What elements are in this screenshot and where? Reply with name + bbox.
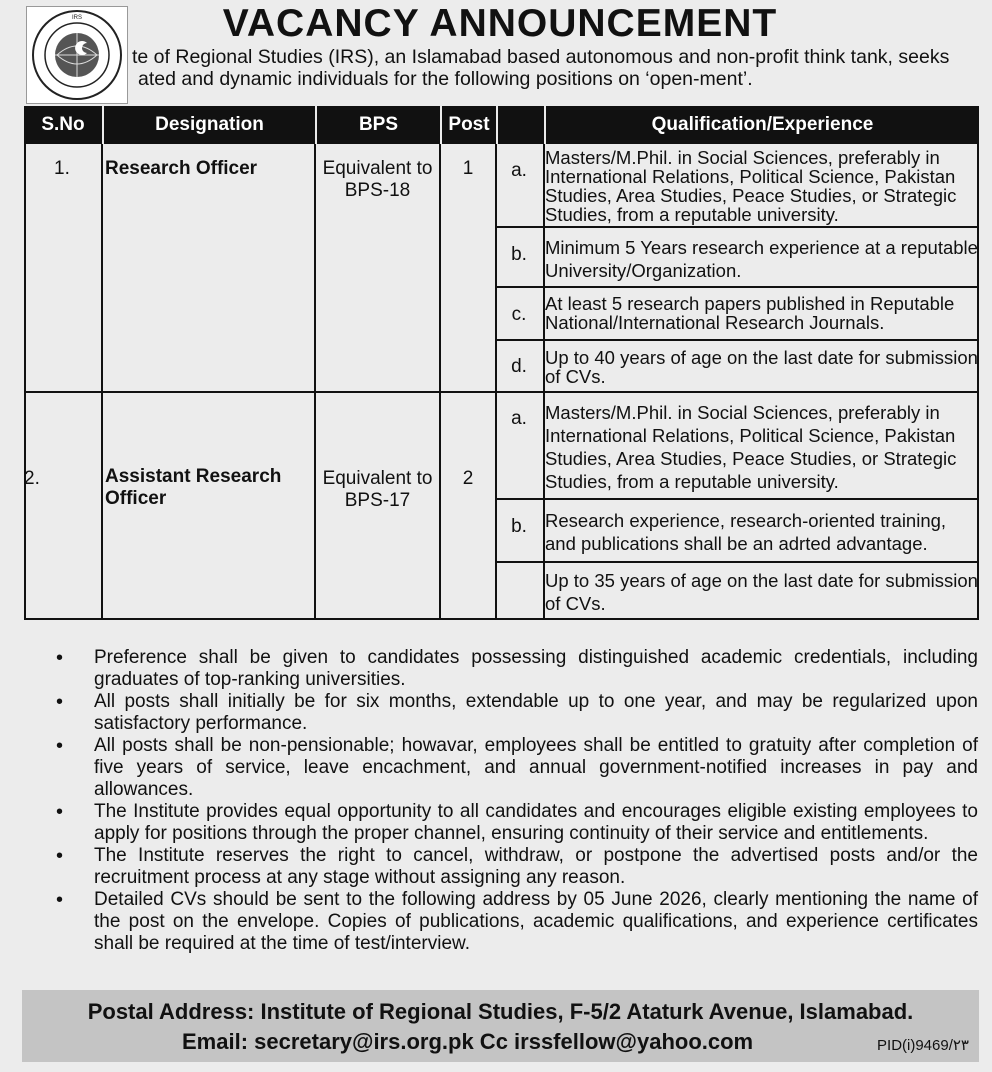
row2-qual-b-letter: b. (511, 516, 527, 537)
row1-bps (316, 158, 439, 202)
conditions-list (56, 647, 978, 955)
col-header-qualification: Qualification/Experience (544, 106, 979, 144)
list-item: • The Institute provides equal opportunity to all candidates and encourages eligible existing employees to apply for positions through the proper channel, ensuring continuity of their service and entitlements. (56, 801, 978, 845)
row1-qual-b-letter: b. (511, 244, 527, 265)
list-item: • Preference shall be given to candidates possessing distinguished academic credentials, including graduates of top-ranking universities. (56, 647, 978, 691)
row2-sno: 2. (24, 468, 40, 489)
contact-footer (22, 990, 979, 1062)
row1-qual-d: Up to 40 years of age on the last date for submission of CVs. (545, 347, 978, 387)
intro-text (132, 46, 972, 90)
col-header-sno: S.No (24, 106, 102, 144)
grid-line (24, 618, 979, 620)
row1-bps-line1: Equivalent to (322, 158, 433, 179)
row2-bps (316, 468, 439, 512)
grid-line (101, 144, 103, 620)
intro-line-1: te of Regional Studies (IRS), an Islamabad based autonomous and non-profit think tank, seeks (132, 46, 950, 68)
grid-line (495, 286, 979, 288)
page-title: VACANCY ANNOUNCEMENT (222, 2, 778, 45)
row2-bps-line1: Equivalent to (322, 468, 433, 489)
row1-qual-c: At least 5 research papers published in Reputable National/International Research Journals. (545, 293, 955, 333)
grid-line (314, 144, 316, 620)
pid-code: PID(i)9469/۲۳ (877, 1037, 969, 1054)
row1-qual-d-letter: d. (511, 356, 527, 377)
list-item: • Detailed CVs should be sent to the following address by 05 June 2026, clearly mentioning the name of the post on the envelope. Copies of publications, academic qualifications, and experience certificates shall be required at the time of test/interview. (56, 889, 978, 955)
list-item: • All posts shall be non-pensionable; howavar, employees shall be entitled to gratuity after completion of five years of service, leave encachment, and annual government-notified increases in pay and allowances. (56, 735, 978, 801)
row1-post: 1 (462, 158, 474, 179)
row1-qual-a: Masters/M.Phil. in Social Sciences, preferably in International Relations, Political Science, Pakistan Studies, Area Studies, Peace Studies, or Strategic Studies, from a reputable university. (545, 147, 957, 225)
col-header-blank (496, 106, 544, 144)
intro-line-2: ated and dynamic individuals for the following positions on ‘open-ment’. (138, 68, 753, 90)
col-header-post: Post (440, 106, 496, 144)
row2-post: 2 (462, 468, 474, 489)
globe-seal-icon (27, 7, 127, 103)
col-header-designation: Designation (102, 106, 315, 144)
grid-line (495, 144, 497, 620)
grid-line (495, 339, 979, 341)
grid-line (495, 226, 979, 228)
list-item: • All posts shall initially be for six months, extendable up to one year, and may be regularized upon satisfactory performance. (56, 691, 978, 735)
row1-designation: Research Officer (105, 158, 258, 179)
svg-text:IRS: IRS (71, 15, 83, 21)
row2-qual-a-letter: a. (511, 408, 527, 429)
row2-designation-line2: Officer (105, 488, 167, 509)
vacancy-table (24, 106, 979, 620)
row2-designation-line1: Assistant Research (105, 466, 282, 487)
postal-address: Postal Address: Institute of Regional Studies, F-5/2 Ataturk Avenue, Islamabad. (87, 999, 914, 1024)
row2-qual-a: Masters/M.Phil. in Social Sciences, preferably in International Relations, Political Science, Pakistan Studies, Area Studies, Peace Studies, or Strategic Studies, from a reputable university. (545, 402, 957, 492)
grid-line (24, 144, 26, 620)
list-item: • The Institute reserves the right to cancel, withdraw, or postpone the advertised posts and/or the recruitment process at any stage without assigning any reason. (56, 845, 978, 889)
row2-bps-line2: BPS-17 (344, 490, 411, 511)
row1-sno: 1. (54, 158, 70, 179)
row1-qual-b: Minimum 5 Years research experience at a reputable University/Organization. (545, 237, 978, 281)
col-header-bps: BPS (315, 106, 440, 144)
row2-designation (105, 466, 281, 510)
irs-logo (26, 6, 128, 104)
email-contact: Email: secretary@irs.org.pk Cc irssfellow@yahoo.com (182, 1029, 754, 1054)
row2-qual-b: Research experience, research-oriented training, and publications shall be an adrted advantage. (545, 510, 947, 554)
grid-line (495, 498, 979, 500)
grid-line (495, 561, 979, 563)
row1-qual-c-letter: c. (511, 304, 527, 325)
row2-qual-c: Up to 35 years of age on the last date for submission of CVs. (545, 570, 978, 614)
grid-line (439, 144, 441, 620)
grid-line (24, 391, 979, 393)
row1-bps-line2: BPS-18 (344, 180, 411, 201)
row1-qual-a-letter: a. (511, 160, 527, 181)
